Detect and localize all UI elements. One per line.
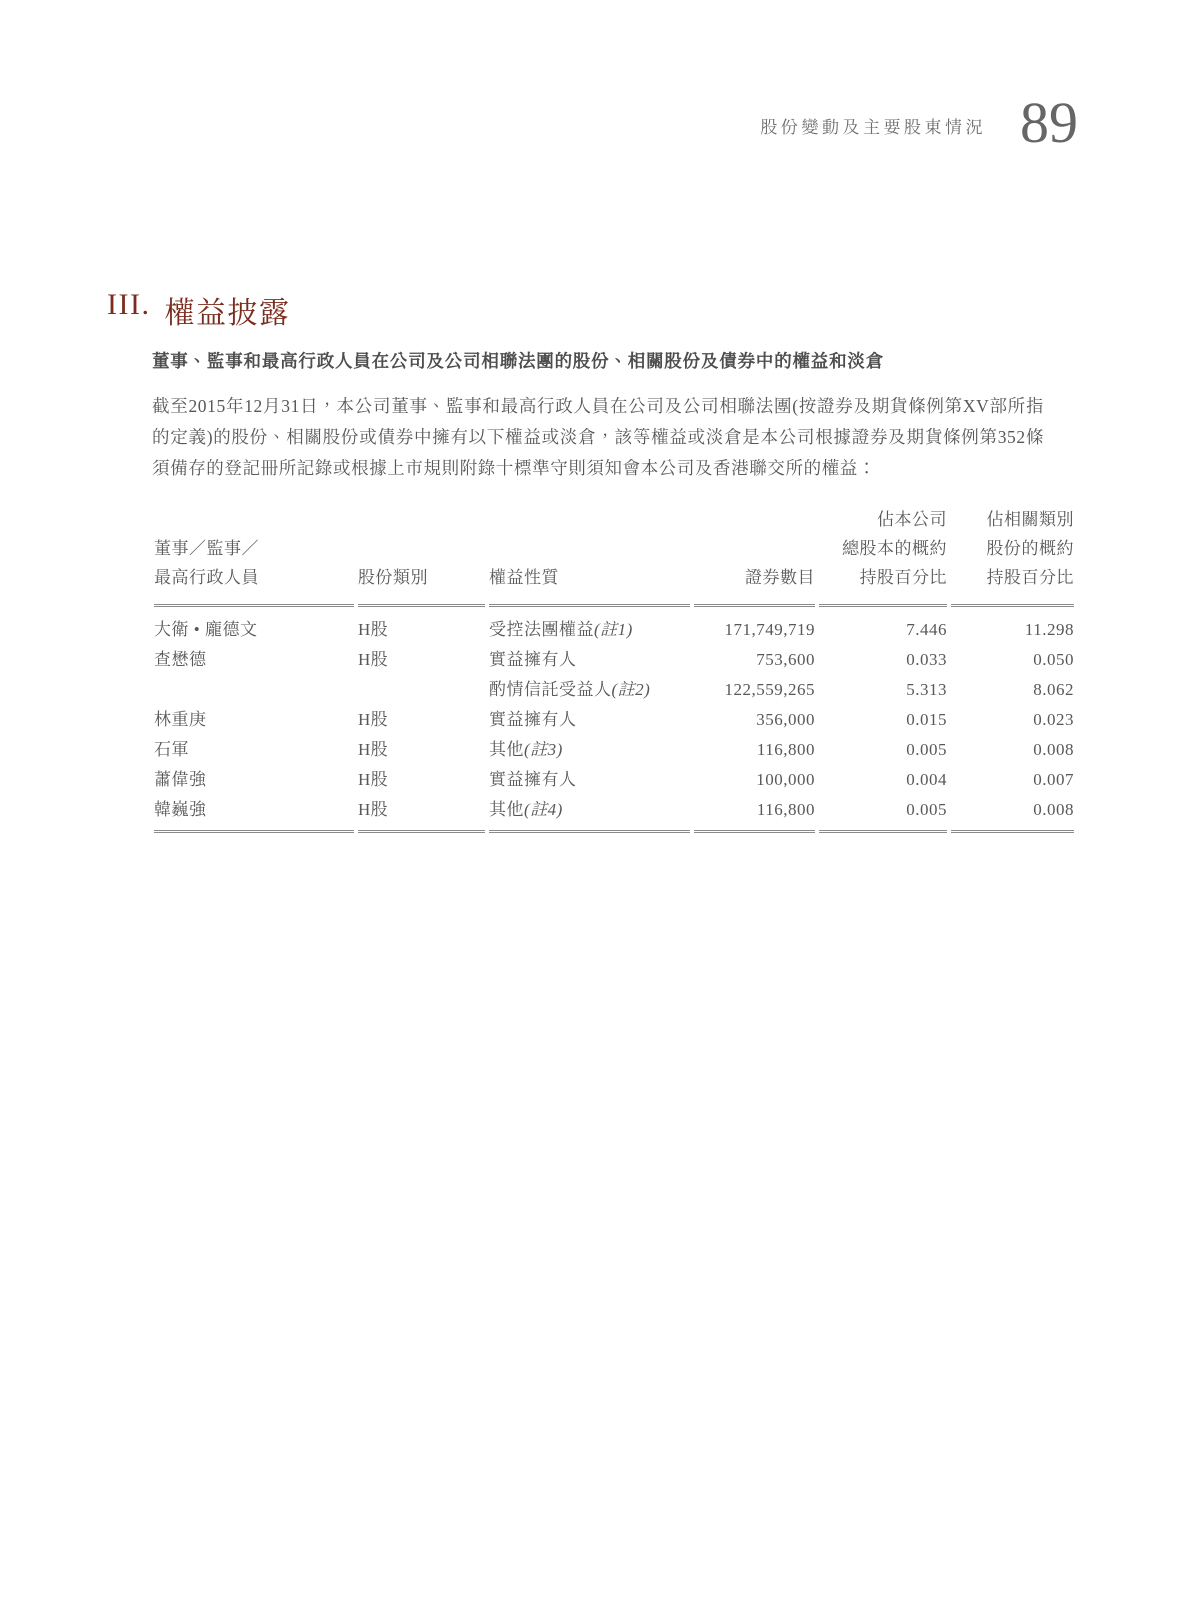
director-name-cell [154, 675, 354, 705]
director-name-cell: 查懋德 [154, 650, 207, 669]
pct-class-cell: 0.008 [1033, 740, 1074, 759]
director-name-cell: 石軍 [154, 740, 189, 759]
securities-count-cell: 100,000 [756, 770, 815, 789]
section-title: 權益披露 [164, 297, 291, 330]
director-name-cell: 林重庚 [154, 710, 207, 729]
note-reference: (註2) [611, 680, 651, 699]
table-row [154, 607, 1074, 645]
securities-count-cell: 122,559,265 [724, 680, 815, 699]
securities-count-cell: 171,749,719 [724, 620, 815, 639]
pct-class-cell: 0.023 [1033, 710, 1074, 729]
table-head [154, 505, 1074, 607]
interests-table [150, 505, 1078, 833]
pct-class-cell: 0.050 [1033, 650, 1074, 669]
share-class-cell: H股 [358, 620, 389, 639]
pct-company-cell: 5.313 [906, 680, 947, 699]
header-share-class: 股份類別 [358, 505, 485, 607]
page-number: 89 [1020, 90, 1078, 155]
nature-of-interest-cell: 實益擁有人 [489, 770, 577, 789]
pct-class-cell: 11.298 [1024, 620, 1074, 639]
nature-of-interest-cell: 受控法團權益(註1) [489, 620, 633, 639]
header-director-line2: 最高行政人員 [154, 568, 259, 587]
running-head-section-label: 股份變動及主要股東情況 [760, 118, 986, 138]
intro-paragraph: 截至2015年12月31日，本公司董事、監事和最高行政人員在公司及公司相聯法團(按證券及期貨條例第XV部所指的定義)的股份、相關股份或債券中擁有以下權益或淡倉，該等權益或淡倉是本公司根據證券及期貨條例第352條須備存的登記冊所記錄或根據上市規則附錄十標準守則須知會本公司及香港聯交所的權益： [152, 396, 1044, 478]
header-director-line1: 董事／監事／ [154, 539, 259, 558]
director-name-cell: 韓巍強 [154, 795, 354, 833]
securities-count-cell: 356,000 [756, 710, 815, 729]
table-body [154, 607, 1074, 833]
subsection-heading: 董事、監事和最高行政人員在公司及公司相聯法團的股份、相關股份及債券中的權益和淡倉 [152, 351, 884, 371]
table-row [154, 735, 1074, 765]
pct-company-cell: 0.033 [906, 650, 947, 669]
nature-of-interest-cell: 酌情信託受益人(註2) [489, 680, 651, 699]
share-class-cell: H股 [358, 740, 389, 759]
share-class-cell: H股 [358, 710, 389, 729]
pct-class-cell: 8.062 [1033, 680, 1074, 699]
header-nature-of-interest: 權益性質 [489, 505, 690, 607]
header-director [154, 505, 354, 607]
nature-of-interest-cell: 其他(註4) [489, 795, 690, 833]
pct-company-cell: 0.005 [906, 740, 947, 759]
securities-count-cell: 116,800 [694, 795, 815, 833]
section-numeral: III. [107, 288, 151, 321]
pct-company-cell: 7.446 [906, 620, 947, 639]
pct-company-cell: 0.005 [819, 795, 947, 833]
director-name-cell: 蕭偉強 [154, 770, 207, 789]
running-head [760, 90, 1079, 155]
table-row [154, 675, 1074, 705]
header-pct-relevant-class: 佔相關類別 股份的概約 持股百分比 [951, 505, 1074, 607]
pct-company-cell: 0.004 [906, 770, 947, 789]
pct-company-cell: 0.015 [906, 710, 947, 729]
nature-of-interest-cell: 實益擁有人 [489, 710, 577, 729]
securities-count-cell: 753,600 [756, 650, 815, 669]
share-class-cell [358, 675, 485, 705]
director-name-cell: 大衛 • 龐德文 [154, 620, 258, 639]
nature-of-interest-cell: 實益擁有人 [489, 650, 577, 669]
securities-count-cell: 116,800 [756, 740, 815, 759]
pct-class-cell: 0.008 [951, 795, 1074, 833]
interests-table-wrap [150, 505, 1078, 833]
table-row [154, 765, 1074, 795]
pct-class-cell: 0.007 [1033, 770, 1074, 789]
section-heading [107, 288, 290, 332]
nature-of-interest-cell: 其他(註3) [489, 740, 563, 759]
share-class-cell: H股 [358, 770, 389, 789]
note-reference: (註1) [594, 620, 633, 639]
header-number-of-securities: 證券數目 [694, 505, 815, 607]
note-reference: (註4) [524, 800, 563, 819]
table-row [154, 645, 1074, 675]
share-class-cell: H股 [358, 795, 485, 833]
share-class-cell: H股 [358, 650, 389, 669]
table-row [154, 795, 1074, 833]
header-pct-total-share-capital: 佔本公司 總股本的概約 持股百分比 [819, 505, 947, 607]
table-row [154, 705, 1074, 735]
note-reference: (註3) [524, 740, 563, 759]
